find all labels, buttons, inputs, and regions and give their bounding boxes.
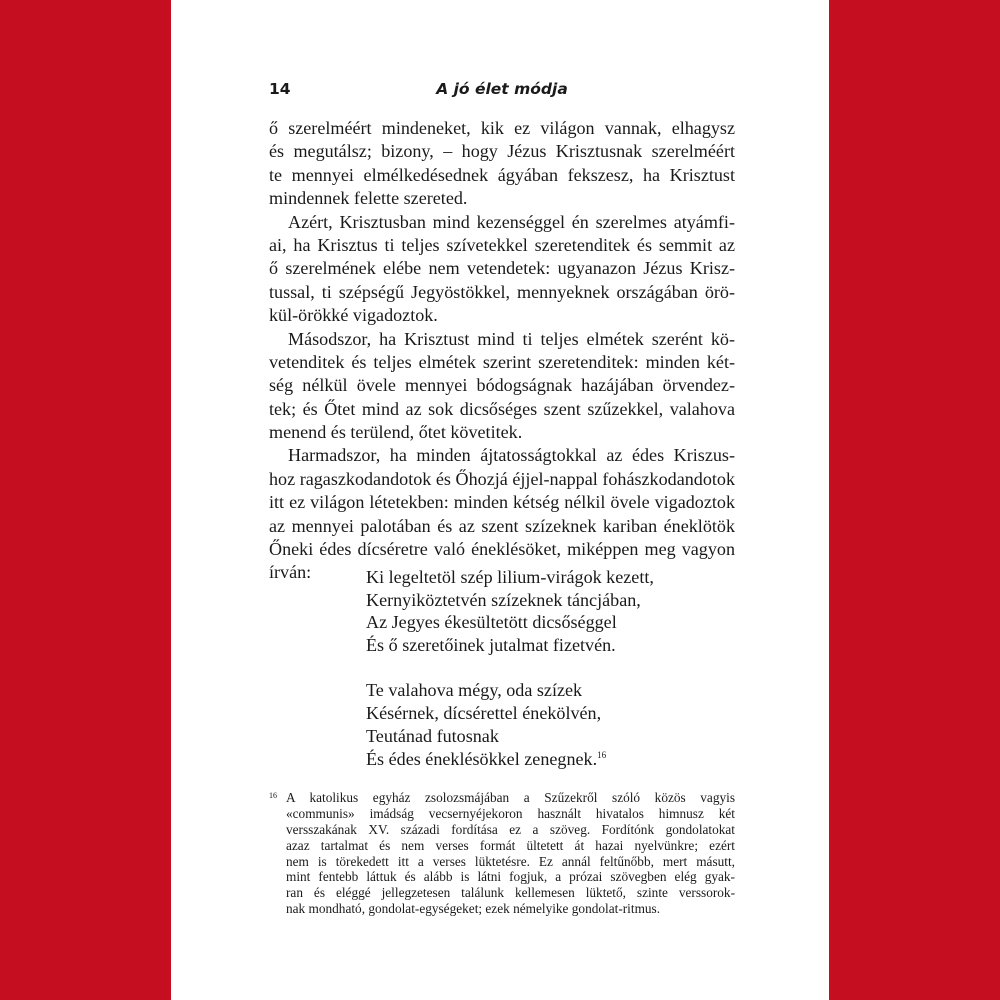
footnote	[269, 790, 735, 917]
text-line: ő szerelmének elébe nem vetendetek: ugyanazon Jézus Krisz-	[269, 258, 735, 279]
poem	[366, 566, 686, 770]
body-text	[269, 117, 735, 585]
paragraph-start-line: Harmadszor, ha minden ájtatosságtokkal az édes Kriszus-	[288, 445, 735, 466]
footnote-line: azaz tartalmat és nem verses formát ültetett át hazai nyelvünkre; ezért	[286, 837, 735, 853]
text-line: hoz ragaszkodandotok és Őhozjá éjjel-nappal fohászkodandotok	[269, 468, 735, 489]
footnote-line: «communis» imádság vecsernyéjekoron használt hivatalos himnusz két	[286, 805, 735, 821]
text-line: ő szerelméért mindeneket, kik ez világon vannak, elhagysz	[269, 118, 735, 138]
poem-line: Te valahova mégy, oda szízek	[366, 680, 583, 701]
text-line: az mennyei palotában és az szent szízeknek kariban éneklötök	[269, 515, 735, 536]
page-header	[269, 80, 735, 104]
stanza-gap	[366, 657, 686, 680]
footnote-line: 16 A katolikus egyház zsolozsmájában a Szűzekről szóló közös vagyis	[269, 790, 735, 805]
text-line: te mennyei elmélkedésednek ágyában fekszesz, ha Krisztust	[269, 164, 735, 185]
poem-line: Késérnek, dícsérettel énekölvén,	[366, 703, 602, 724]
footnote-line: ran és eléggé jellegzetesen találunk kellemesen lüktető, szinte verssorok-	[286, 885, 735, 901]
poem-line: Kernyiköztetvén szízeknek táncjában,	[366, 589, 641, 610]
paragraph-start-line: Másodszor, ha Krisztust mind ti teljes elmétek szerént kö-	[288, 328, 735, 349]
text-line: és megutálsz; bizony, – hogy Jézus Krisztusnak szerelméért	[269, 141, 735, 162]
paragraph-start-line: Azért, Krisztusban mind kezenséggel én szerelmes atyámfi-	[288, 211, 735, 232]
text-line: tussal, ti szépségű Jegyöstökkel, mennyeknek országában örö-	[269, 281, 735, 302]
poem-line: Ki legeltetöl szép lilium-virágok kezett,	[366, 567, 654, 587]
text-line: írván:	[269, 562, 312, 583]
text-line: Őneki édes dícséretre való éneklésöket, miképpen meg vagyon	[269, 539, 735, 560]
book-page	[171, 0, 829, 1000]
text-line: mindennek felette szereted.	[269, 188, 468, 209]
poem-line: Teutánad futosnak	[366, 725, 499, 746]
text-line: vetenditek és teljes elmétek szerint szeretenditek: minden két-	[269, 351, 735, 372]
footnote-line: versszakának XV. századi fordítása ez a szöveg. Fordítónk gondolatokat	[286, 821, 735, 837]
poem-line: Az Jegyes ékesültetött dicsőséggel	[366, 612, 617, 633]
page-number: 14	[269, 80, 291, 98]
poem-last-line	[366, 748, 686, 771]
footnote-line: mint fentebb láttuk és alább is látni fogjuk, a prózai szövegben elég gyak-	[286, 869, 735, 885]
text-line: itt ez világon létetekben: minden kétség nélkil övele vigadoztok	[269, 492, 735, 513]
footnote-line-text: A katolikus egyház zsolozsmájában a Szűzekről szóló közös vagyis	[286, 790, 735, 805]
text-line: ség nélkül övele mennyei bódogságnak hazájában örvendez-	[269, 375, 735, 396]
footnote-line: nak mondható, gondolat-egységeket; ezek némelyike gondolat-ritmus.	[286, 901, 661, 917]
text-line: kül-örökké vigadoztok.	[269, 305, 438, 326]
footnote-reference: 16	[597, 749, 607, 760]
footnote-line: nem is törekedett itt a verses lüktetésre. Ez annál feltűnőbb, mert másutt,	[286, 853, 735, 869]
poem-line: És ő szeretőinek jutalmat fizetvén.	[366, 635, 616, 656]
running-title: A jó élet módja	[436, 80, 568, 98]
poem-line-text: És édes éneklésökkel zenegnek.	[366, 748, 598, 769]
text-line: menend és terülend, őtet követitek.	[269, 422, 523, 443]
text-line: ai, ha Krisztus ti teljes szívetekkel szeretenditek és semmit az	[269, 234, 735, 255]
text-line: tek; és Őtet mind az sok dicsőséges szent szűzekkel, valahova	[269, 398, 735, 419]
